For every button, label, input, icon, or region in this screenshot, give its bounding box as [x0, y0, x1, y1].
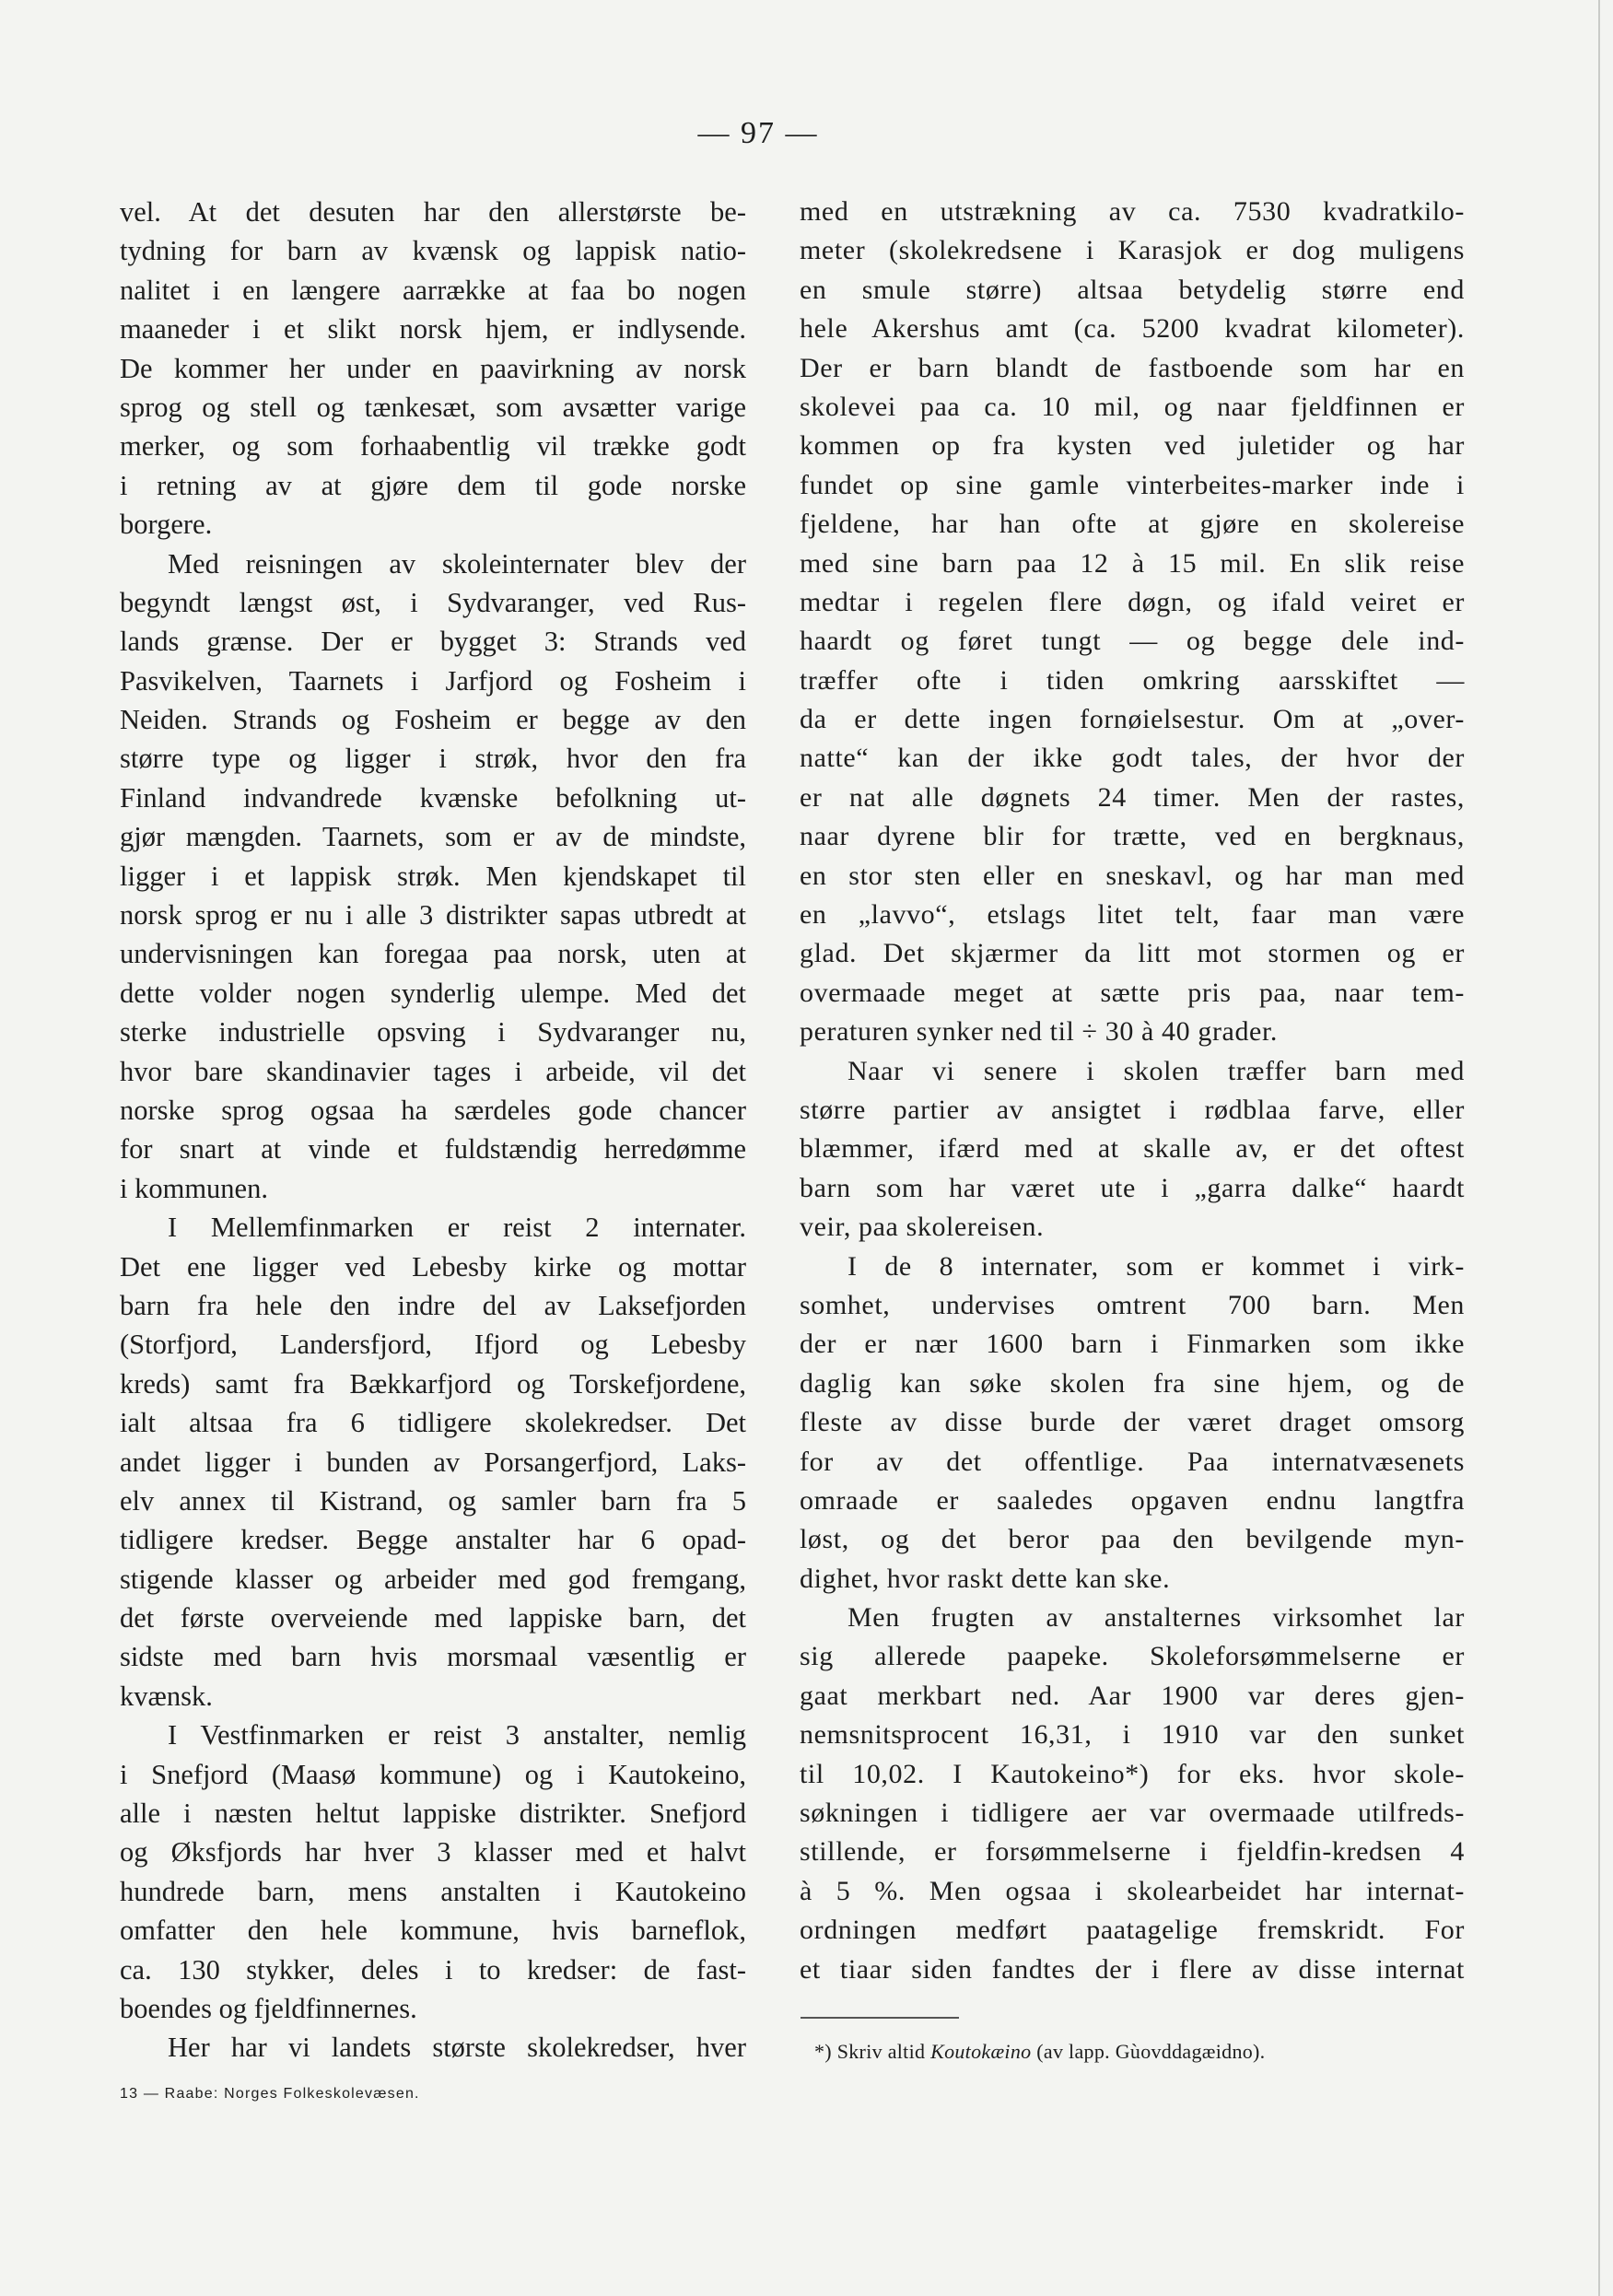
text-line: Naar vi senere i skolen træffer barn med	[847, 1055, 1465, 1086]
text-line: naar dyrene blir for trætte, ved en bergknaus,	[800, 821, 1465, 852]
text-line: for av det offentlige. Paa internatvæsenets	[800, 1446, 1465, 1477]
text-line: fundet op sine gamle vinterbeites-marker inde i	[800, 469, 1465, 500]
paragraph	[800, 1599, 1465, 1989]
text-line: glad. Det skjærmer da litt mot stormen og er	[800, 938, 1465, 969]
text-line: kreds) samt fra Bækkarfjord og Torskefjordene,	[120, 1367, 746, 1400]
text-line: da er dette ingen fornøielsestur. Om at „over-	[800, 704, 1465, 735]
text-line: peraturen synker ned til ÷ 30 à 40 grader.	[800, 1016, 1278, 1048]
signature-footer: 13 — Raabe: Norges Folkeskolevæsen.	[120, 2086, 420, 2102]
text-line: natte“ kan der ikke godt tales, der hvor der	[800, 743, 1465, 774]
paragraph	[120, 1716, 746, 2028]
paragraph	[120, 545, 746, 1209]
text-line: maaneder i et slikt norsk hjem, er indlysende.	[120, 313, 746, 346]
text-line: dighet, hvor raskt dette kan ske.	[800, 1563, 1171, 1594]
text-line: løst, og det beror paa den bevilgende myn-	[800, 1524, 1465, 1555]
text-line: barn som har været ute i „garra dalke“ haardt	[800, 1172, 1465, 1203]
text-line: med sine barn paa 12 à 15 mil. En slik reise	[800, 547, 1465, 579]
text-line: nalitet i en længere aarrække at faa bo nogen	[120, 274, 746, 306]
text-line: norsk sprog er nu i alle 3 distrikter sapas utbredt at	[120, 899, 746, 931]
paragraph	[120, 2028, 746, 2067]
text-line: til 10,02. I Kautokeino*) for eks. hvor skole-	[800, 1758, 1465, 1789]
text-line: nemsnitsprocent 16,31, i 1910 var den sunket	[800, 1719, 1465, 1751]
text-line: med en utstrækning av ca. 7530 kvadratkilo-	[800, 196, 1465, 227]
page-edge-line	[1598, 0, 1600, 2296]
text-line: begyndt længst øst, i Sydvaranger, ved Rus-	[120, 586, 746, 618]
text-line: alle i næsten heltut lappiske distrikter. Snefjord	[120, 1798, 746, 1830]
text-line: stigende klasser og arbeider med god fremgang,	[120, 1563, 746, 1595]
footnote	[814, 2040, 1266, 2064]
text-line: gaat merkbart ned. Aar 1900 var deres gjen-	[800, 1680, 1465, 1711]
paragraph	[800, 1052, 1465, 1248]
text-line: ialt altsaa fra 6 tidligere skolekredser. Det	[120, 1407, 746, 1439]
text-line: omfatter den hele kommune, hvis barneflok,	[120, 1915, 746, 1947]
text-line: Der er barn blandt de fastboende som har en	[800, 352, 1465, 383]
text-line: I Vestfinmarken er reist 3 anstalter, nemlig	[168, 1719, 746, 1751]
text-line: somhet, undervises omtrent 700 barn. Men	[800, 1289, 1465, 1320]
text-line: Her har vi landets største skolekredser, hver	[168, 2032, 746, 2064]
text-line: Neiden. Strands og Fosheim er begge av den	[120, 704, 746, 736]
text-line: Men frugten av anstalternes virksomhet lar	[847, 1602, 1465, 1634]
text-line: merker, og som forhaabentlig vil trække godt	[120, 430, 746, 463]
text-line: træffer ofte i tiden omkring aarsskiftet —	[800, 664, 1465, 696]
text-line: à 5 %. Men ogsaa i skolearbeidet har internat-	[800, 1875, 1465, 1906]
paragraph	[120, 193, 746, 545]
text-line: søkningen i tidligere aer var overmaade utilfreds-	[800, 1798, 1465, 1829]
text-line: sig allerede paapeke. Skoleforsømmelserne er	[800, 1641, 1465, 1672]
text-line: det første overveiende med lappiske barn, det	[120, 1602, 746, 1634]
text-line: dette volder nogen synderlig ulempe. Med det	[120, 977, 746, 1009]
right-text-column	[800, 193, 1465, 1989]
text-line: hvor bare skandinavier tages i arbeide, vil det	[120, 1055, 746, 1087]
text-line: Finland indvandrede kvænske befolkning ut-	[120, 781, 746, 814]
footnote-italic: Koutokæino	[930, 2040, 1032, 2063]
text-line: skolevei paa ca. 10 mil, og naar fjeldfinnen er	[800, 391, 1465, 422]
text-line: ordningen medført paatagelige fremskridt. For	[800, 1915, 1465, 1946]
text-line: hundrede barn, mens anstalten i Kautokeino	[120, 1875, 746, 1907]
text-line: stillende, er forsømmelserne i fjeldfin-kredsen 4	[800, 1836, 1465, 1868]
text-line: Pasvikelven, Taarnets i Jarfjord og Fosheim i	[120, 664, 746, 697]
text-line: De kommer her under en paavirkning av norsk	[120, 352, 746, 384]
text-line: meter (skolekredsene i Karasjok er dog muligens	[800, 235, 1465, 266]
text-line: gjør mængden. Taarnets, som er av de mindste,	[120, 821, 746, 853]
text-line: sterke industrielle opsving i Sydvaranger nu,	[120, 1016, 746, 1048]
paragraph	[120, 1208, 746, 1716]
text-line: andet ligger i bunden av Porsangerfjord, Laks-	[120, 1446, 746, 1478]
text-line: tydning for barn av kvænsk og lappisk natio-	[120, 235, 746, 267]
paragraph	[800, 1248, 1465, 1599]
text-line: i Snefjord (Maasø kommune) og i Kautokeino,	[120, 1758, 746, 1790]
text-line: der er nær 1600 barn i Finmarken som ikke	[800, 1329, 1465, 1360]
footnote-divider	[801, 2017, 959, 2019]
text-line: og Øksfjords har hver 3 klasser med et halvt	[120, 1836, 746, 1868]
footnote-suffix: (av lapp. Gùovddagæidno).	[1031, 2040, 1266, 2063]
text-line: elv annex til Kistrand, og samler barn fra 5	[120, 1484, 746, 1517]
text-line: større type og ligger i strøk, hvor den fra	[120, 743, 746, 775]
text-line: (Storfjord, Landersfjord, Ifjord og Lebesby	[120, 1329, 746, 1361]
text-line: veir, paa skolereisen.	[800, 1212, 1045, 1243]
left-text-column	[120, 193, 746, 2068]
footnote-prefix: *) Skriv altid	[814, 2040, 931, 2063]
text-line: I de 8 internater, som er kommet i virk-	[847, 1250, 1465, 1282]
text-line: tidligere kredser. Begge anstalter har 6 opad-	[120, 1524, 746, 1556]
paragraph	[800, 193, 1465, 1052]
text-line: for snart at vinde et fuldstændig herredømme	[120, 1133, 746, 1166]
text-line: Det ene ligger ved Lebesby kirke og mottar	[120, 1250, 746, 1283]
text-line: en smule større) altsaa betydelig større end	[800, 274, 1465, 305]
text-line: borgere.	[120, 509, 213, 541]
text-line: medtar i regelen flere døgn, og ifald veiret er	[800, 586, 1465, 617]
text-line: Med reisningen av skoleinternater blev der	[168, 547, 746, 580]
text-line: ca. 130 stykker, deles i to kredser: de fast-	[120, 1953, 746, 1986]
text-line: er nat alle døgnets 24 timer. Men der rastes,	[800, 781, 1465, 813]
text-line: fjeldene, har han ofte at gjøre en skolereise	[800, 509, 1465, 540]
text-line: daglig kan søke skolen fra sine hjem, og de	[800, 1367, 1465, 1399]
text-line: fleste av disse burde der været draget omsorg	[800, 1407, 1465, 1438]
text-line: en stor sten eller en sneskavl, og har man med	[800, 860, 1465, 891]
text-line: overmaade meget at sætte pris paa, naar tem-	[800, 977, 1465, 1008]
text-line: en „lavvo“, etslags litet telt, faar man være	[800, 899, 1465, 931]
text-line: omraade er saaledes opgaven endnu langtfra	[800, 1484, 1465, 1516]
text-line: vel. At det desuten har den allerstørste be-	[120, 196, 746, 228]
text-line: ligger i et lappisk strøk. Men kjendskapet til	[120, 860, 746, 892]
text-line: norske sprog ogsaa ha særdeles gode chancer	[120, 1094, 746, 1126]
text-line: i kommunen.	[120, 1172, 268, 1204]
text-line: kommen op fra kysten ved juletider og har	[800, 430, 1465, 462]
text-line: større partier av ansigtet i rødblaa farve, eller	[800, 1094, 1465, 1125]
text-line: undervisningen kan foregaa paa norsk, uten at	[120, 938, 746, 970]
text-line: lands grænse. Der er bygget 3: Strands ved	[120, 626, 746, 658]
text-line: kvænsk.	[120, 1680, 213, 1712]
text-line: I Mellemfinmarken er reist 2 internater.	[168, 1212, 746, 1244]
text-line: barn fra hele den indre del av Laksefjorden	[120, 1289, 746, 1321]
page-number: — 97 —	[697, 116, 819, 150]
text-line: i retning av at gjøre dem til gode norske	[120, 469, 746, 501]
text-line: sidste med barn hvis morsmaal væsentlig er	[120, 1641, 746, 1673]
text-line: haardt og føret tungt — og begge dele ind-	[800, 626, 1465, 657]
text-line: hele Akershus amt (ca. 5200 kvadrat kilometer).	[800, 313, 1465, 345]
text-line: blæmmer, ifærd med at skalle av, er det oftest	[800, 1133, 1465, 1165]
text-line: boendes og fjeldfinnernes.	[120, 1992, 417, 2024]
text-line: sprog og stell og tænkesæt, som avsætter varige	[120, 391, 746, 423]
text-line: et tiaar siden fandtes der i flere av disse internat	[800, 1953, 1465, 1985]
